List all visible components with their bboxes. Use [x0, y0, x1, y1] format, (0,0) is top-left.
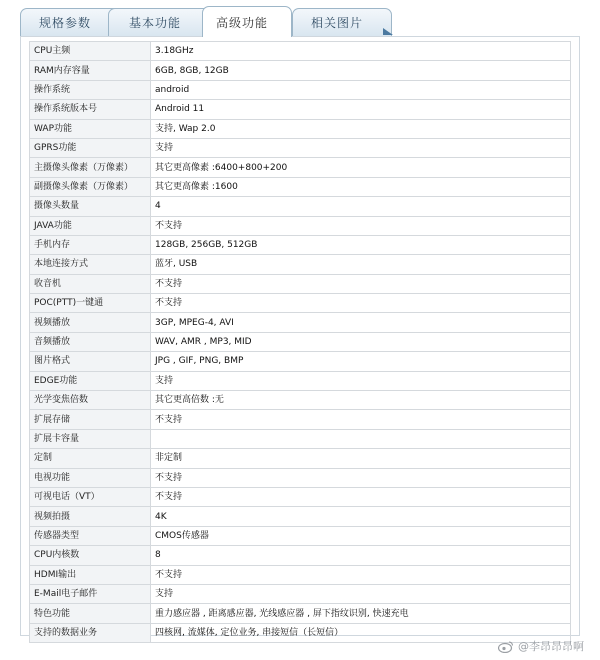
tab-basic-functions[interactable]	[108, 8, 212, 36]
spec-row	[30, 565, 571, 584]
spec-row	[30, 468, 571, 487]
spec-row	[30, 100, 571, 119]
spec-key: 支持的数据业务	[30, 623, 151, 642]
spec-table	[29, 41, 571, 643]
spec-key: 手机内存	[30, 235, 151, 254]
spec-key: JAVA功能	[30, 216, 151, 235]
spec-key: 副摄像头像素（万像素）	[30, 177, 151, 196]
spec-key: WAP功能	[30, 119, 151, 138]
spec-value: 其它更高倍数 :无	[151, 391, 571, 410]
spec-key: 摄像头数量	[30, 197, 151, 216]
spec-key: 光学变焦倍数	[30, 391, 151, 410]
spec-value: 不支持	[151, 216, 571, 235]
spec-value: 四核网, 流媒体, 定位业务, 串接短信（长短信）	[151, 623, 571, 642]
spec-row	[30, 255, 571, 274]
spec-row	[30, 487, 571, 506]
spec-value: 6GB, 8GB, 12GB	[151, 61, 571, 80]
tab-advanced-functions[interactable]	[202, 6, 292, 37]
spec-value: 3.18GHz	[151, 42, 571, 61]
spec-key: POC(PTT)一键通	[30, 294, 151, 313]
tab-corner-arrow-icon	[383, 28, 393, 35]
spec-row	[30, 352, 571, 371]
spec-key: 收音机	[30, 274, 151, 293]
spec-row	[30, 313, 571, 332]
spec-value: 其它更高像素 :1600	[151, 177, 571, 196]
spec-row	[30, 235, 571, 254]
spec-row	[30, 177, 571, 196]
spec-key: 音频播放	[30, 332, 151, 351]
spec-key: 传感器类型	[30, 526, 151, 545]
tab-related-images[interactable]	[292, 8, 392, 36]
spec-row	[30, 449, 571, 468]
spec-key: 可视电话（VT）	[30, 487, 151, 506]
tab-label: 基本功能	[128, 16, 181, 30]
spec-value: 支持	[151, 138, 571, 157]
spec-value: 支持, Wap 2.0	[151, 119, 571, 138]
spec-value: 不支持	[151, 468, 571, 487]
spec-row	[30, 274, 571, 293]
spec-row	[30, 371, 571, 390]
spec-value: 不支持	[151, 274, 571, 293]
spec-value: WAV, AMR , MP3, MID	[151, 332, 571, 351]
spec-row	[30, 604, 571, 623]
spec-key: 图片格式	[30, 352, 151, 371]
spec-value: 不支持	[151, 487, 571, 506]
spec-value	[151, 429, 571, 448]
tab-label: 高级功能	[215, 15, 268, 30]
spec-value: 不支持	[151, 565, 571, 584]
spec-key: 扩展存储	[30, 410, 151, 429]
spec-value: 非定制	[151, 449, 571, 468]
spec-value: 3GP, MPEG-4, AVI	[151, 313, 571, 332]
spec-value: 支持	[151, 371, 571, 390]
spec-value: 其它更高像素 :6400+800+200	[151, 158, 571, 177]
spec-value: android	[151, 80, 571, 99]
spec-row	[30, 391, 571, 410]
spec-value: 4	[151, 197, 571, 216]
spec-key: 视频播放	[30, 313, 151, 332]
watermark	[498, 638, 584, 654]
spec-key: 本地连接方式	[30, 255, 151, 274]
spec-value: CMOS传感器	[151, 526, 571, 545]
spec-key: CPU主频	[30, 42, 151, 61]
spec-key: RAM内存容量	[30, 61, 151, 80]
watermark-text: @李昂昂昂啊	[518, 640, 584, 653]
spec-row	[30, 623, 571, 642]
spec-row	[30, 332, 571, 351]
spec-value: 不支持	[151, 294, 571, 313]
spec-row	[30, 119, 571, 138]
spec-row	[30, 546, 571, 565]
spec-key: 扩展卡容量	[30, 429, 151, 448]
spec-row	[30, 42, 571, 61]
spec-row	[30, 294, 571, 313]
spec-key: CPU内核数	[30, 546, 151, 565]
spec-value: 4K	[151, 507, 571, 526]
spec-key: EDGE功能	[30, 371, 151, 390]
spec-row	[30, 216, 571, 235]
tab-label: 相关图片	[310, 16, 363, 30]
spec-key: GPRS功能	[30, 138, 151, 157]
spec-key: E-Mail电子邮件	[30, 584, 151, 603]
spec-value: 支持	[151, 584, 571, 603]
spec-row	[30, 410, 571, 429]
spec-value: 蓝牙, USB	[151, 255, 571, 274]
spec-key: 定制	[30, 449, 151, 468]
spec-value: 重力感应器 , 距离感应器, 光线感应器 , 屏下指纹识别, 快速充电	[151, 604, 571, 623]
spec-key: HDMI输出	[30, 565, 151, 584]
spec-row	[30, 138, 571, 157]
spec-value: JPG , GIF, PNG, BMP	[151, 352, 571, 371]
spec-panel	[20, 36, 580, 636]
spec-key: 视频拍摄	[30, 507, 151, 526]
spec-row	[30, 526, 571, 545]
spec-key: 操作系统版本号	[30, 100, 151, 119]
spec-row	[30, 80, 571, 99]
spec-row	[30, 429, 571, 448]
spec-value: 128GB, 256GB, 512GB	[151, 235, 571, 254]
spec-row	[30, 158, 571, 177]
spec-table-body	[30, 42, 571, 643]
tab-bar	[20, 6, 580, 36]
spec-value: Android 11	[151, 100, 571, 119]
tab-label: 规格参数	[38, 16, 91, 30]
spec-key: 特色功能	[30, 604, 151, 623]
weibo-icon	[498, 640, 514, 653]
spec-value: 不支持	[151, 410, 571, 429]
spec-row	[30, 197, 571, 216]
spec-key: 主摄像头像素（万像素）	[30, 158, 151, 177]
spec-row	[30, 507, 571, 526]
spec-row	[30, 61, 571, 80]
spec-key: 电视功能	[30, 468, 151, 487]
spec-value: 8	[151, 546, 571, 565]
tab-specs[interactable]	[20, 8, 120, 36]
spec-key: 操作系统	[30, 80, 151, 99]
spec-row	[30, 584, 571, 603]
